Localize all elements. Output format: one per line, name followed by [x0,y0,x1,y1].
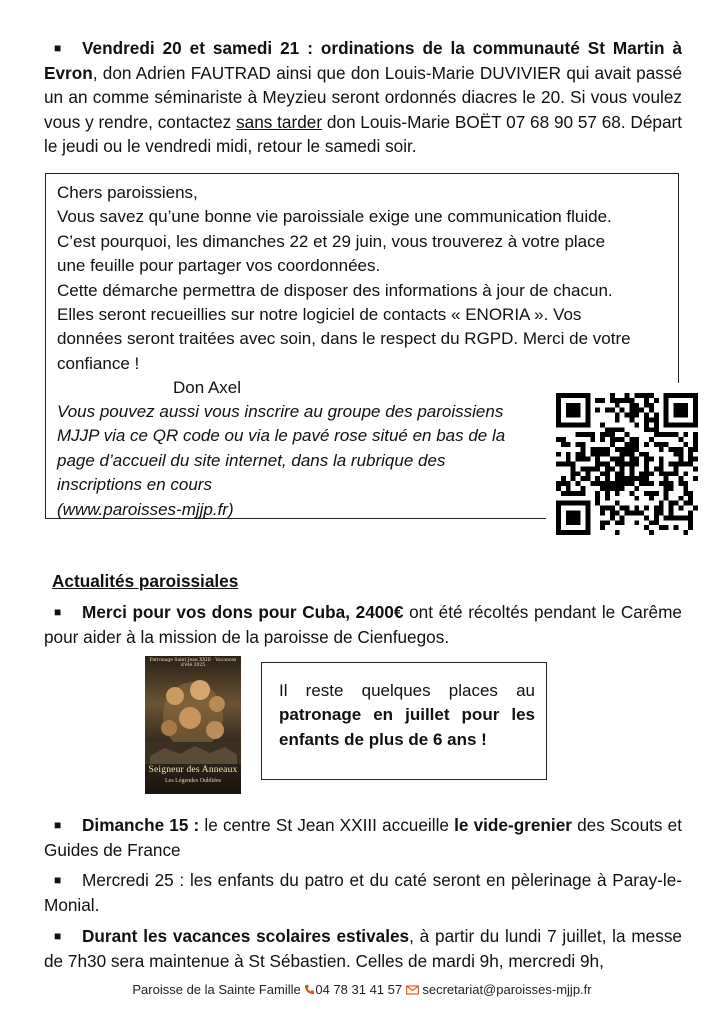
sans-tarder-text: sans tarder [236,111,323,132]
letter-line: une feuille pour partager vos coordonnées. [57,256,381,276]
poster-subtitle: Les Légendes Oubliées [165,778,221,784]
section-title: Actualités paroissiales [52,571,239,591]
letter-line: Vous savez qu’une bonne vie paroissiale exige une communication fluide. [57,207,612,227]
letter-signature: Don Axel [173,378,242,398]
letter-line: confiance ! [57,353,140,373]
bullet-icon: ■ [54,873,62,887]
poster-header: Patronage Saint Jean XXIII · Vacances d'été 2025 [149,658,237,668]
poster-title: Seigneur des Anneaux [148,765,238,775]
letter-line: Chers paroissiens, [57,183,198,202]
bullet-icon: ■ [54,818,62,832]
ordination-paragraph: ■ Vendredi 20 et samedi 21 : ordinations de la communauté St Martin à Evron, don Adrien FAUTRAD ainsi que don Louis-Marie DUVIVIER qui avait passé un an comme séminariste à Meyzieu seront ordonnés diacres le 20. Si vous voulez vous y rendre, contactez sans tarder don Louis-Marie BOËT 07 68 90 57 68. Départ le jeudi ou le vendredi midi, retour le samedi soir. [44,38,683,156]
patronage-box [261,662,547,780]
pelerinage-paragraph: ■ Mercredi 25 : les enfants du patro et du caté seront en pèlerinage à Paray-le-Monial. [44,870,682,915]
page-footer [0,982,724,997]
bullet-icon: ■ [54,605,62,619]
phone-icon [304,984,315,995]
letter-line: données seront traitées avec soin, dans le respect du RGPD. Merci de votre [57,329,631,349]
bullet-icon: ■ [54,929,62,943]
letter-line: Cette démarche permettra de disposer des informations à jour de chacun. [57,280,613,300]
ordination-heading: Vendredi 20 et samedi 21 : ordinations de la communauté St Martin à Evron [44,38,682,83]
vide-grenier-paragraph: ■ Dimanche 15 : le centre St Jean XXIII accueille le vide-grenier des Scouts et Guides de France [44,815,682,860]
website-link[interactable]: (www.paroisses-mjjp.fr) [57,499,234,519]
footer-phone[interactable]: 04 78 31 41 57 [315,982,403,997]
bullet-icon: ■ [54,41,62,55]
patronage-text: Il reste quelques places au patronage en juillet pour les enfants de plus de 6 ans ! [279,681,535,749]
email-icon [406,985,419,995]
letter-text [57,181,669,401]
qr-code-icon[interactable] [556,393,698,535]
cuba-paragraph: ■ Merci pour vos dons pour Cuba, 2400€ ont été récoltés pendant le Carême pour aider à la mission de la paroisse de Cienfuegos. [44,602,682,647]
footer-parish: Paroisse de la Sainte Famille [132,982,301,997]
qr-instructions: Vous pouvez aussi vous inscrire au groupe des paroissiens MJJP via ce QR code ou via le pavé rose situé en bas de la page d’accueil du site internet, dans la rubrique des inscriptions en cours (www.paroisses-mjjp.fr) [57,400,527,522]
vacances-paragraph: ■ Durant les vacances scolaires estivales, à partir du lundi 7 juillet, la messe de 7h30 sera maintenue à St Sébastien. Celles de mardi 9h, mercredi 9h, [44,926,682,971]
letter-line: Elles seront recueillies sur notre logiciel de contacts « ENORIA ». Vos [57,305,582,325]
letter-line: C’est pourquoi, les dimanches 22 et 29 juin, vous trouverez à votre place [57,231,606,251]
movie-poster-image [145,656,241,794]
footer-email[interactable]: secretariat@paroisses-mjjp.fr [422,982,592,997]
